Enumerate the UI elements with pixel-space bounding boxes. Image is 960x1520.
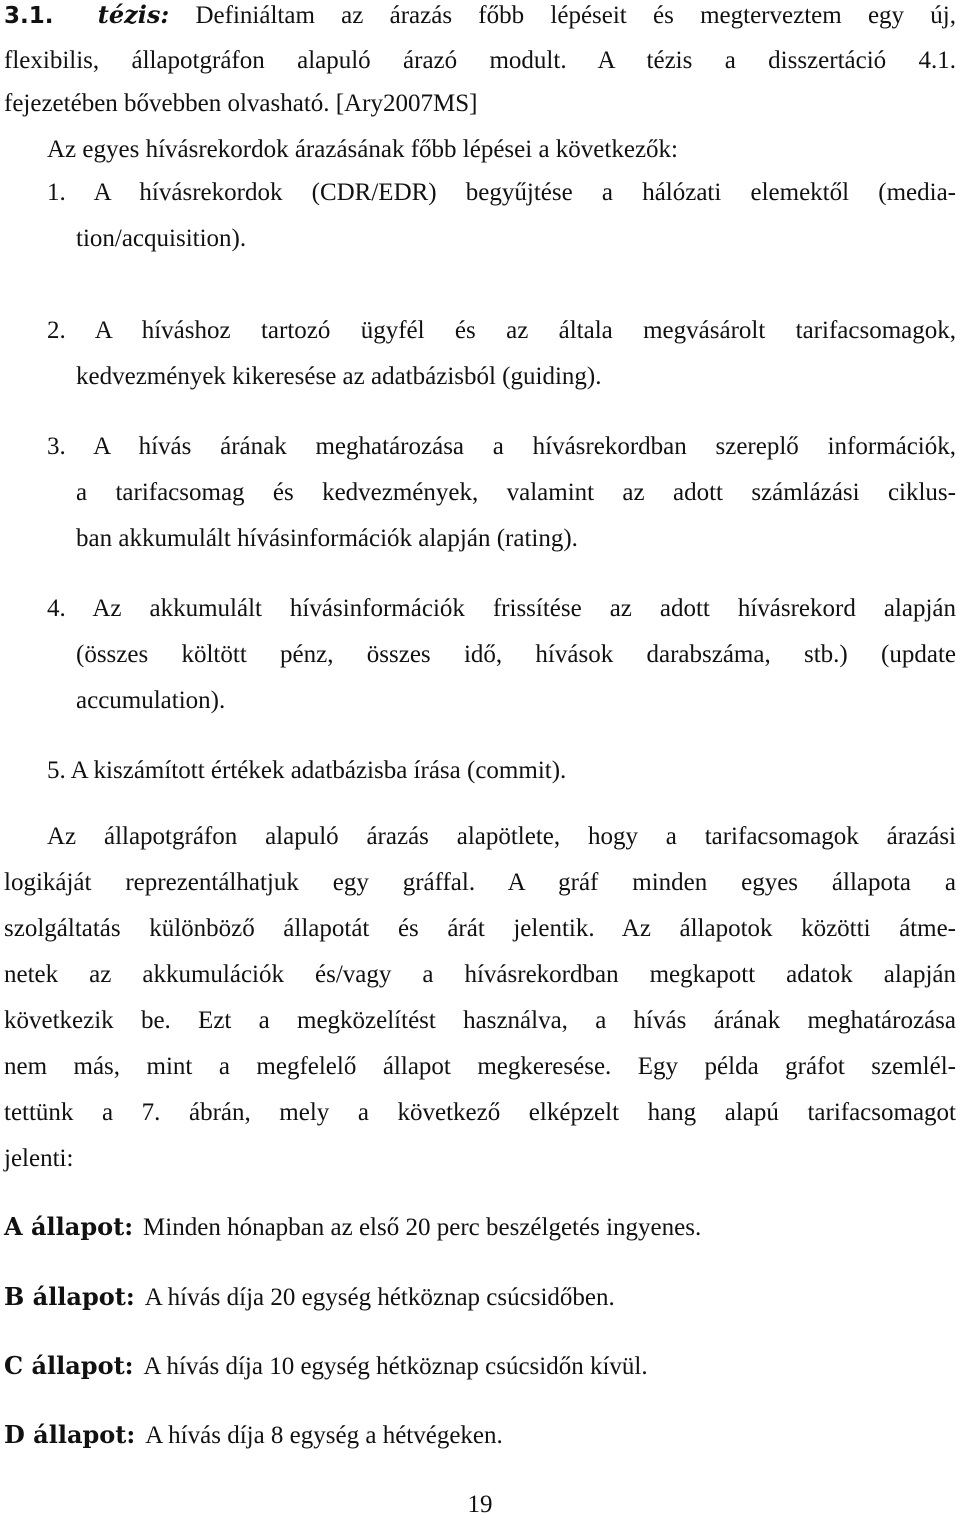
step-1-text-1: A hívásrekordok (CDR/EDR) begyűjtése a hálózati elemektől (media- [93,179,956,206]
state-c-text: A hívás díja 10 egység hétköznap csúcsidőn kívül. [143,1353,648,1380]
thesis-label: tézis: [97,0,170,29]
step-2-line-1 [47,316,956,346]
step-2-text-1: A híváshoz tartozó ügyfél és az általa megvásárolt tarifacsomagok, [94,317,956,344]
state-d-text: A hívás díja 8 egység a hétvégeken. [145,1422,503,1449]
step-3-text-1: A hívás árának meghatározása a hívásrekordban szereplő információk, [93,433,956,460]
step-5-number: 5. [47,757,66,784]
step-3-line-3: ban akkumulált hívásinformációk alapján (rating). [76,525,578,552]
step-4-text-1: Az akkumulált hívásinformációk frissítése az adott hívásrekord alapján [92,595,957,622]
paragraph-line-7: tettünk a 7. ábrán, mely a következő elképzelt hang alapú tarifacsomagot [4,1099,956,1126]
step-3-line-1 [47,432,956,462]
state-d [4,1419,503,1451]
state-b-text: A hívás díja 20 egység hétköznap csúcsidőben. [144,1284,615,1311]
step-4-line-2: (összes költött pénz, összes idő, hívások darabszáma, stb.) (update [76,641,956,668]
state-c-label: C állapot: [4,1351,134,1380]
step-5-line-1 [47,756,566,786]
thesis-line-1 [4,0,956,30]
state-b [4,1281,615,1313]
thesis-line-3: fejezetében bővebben olvasható. [Ary2007MS] [4,90,478,117]
step-1-line-1 [47,178,956,208]
step-3-line-2: a tarifacsomag és kedvezmények, valamint az adott számlázási ciklus- [76,479,956,506]
thesis-number: 3.1. [4,3,54,29]
state-a-label: A állapot: [4,1212,134,1241]
step-4-number: 4. [47,595,66,622]
state-c [4,1350,648,1382]
steps-intro: Az egyes hívásrekordok árazásának főbb lépései a következők: [47,136,678,163]
step-2-line-2: kedvezmények kikeresése az adatbázisból (guiding). [76,363,602,390]
state-a-text: Minden hónapban az első 20 perc beszélgetés ingyenes. [143,1214,702,1241]
paragraph-line-1: Az állapotgráfon alapuló árazás alapötlete, hogy a tarifacsomagok árazási [47,823,956,850]
state-a [4,1211,701,1243]
paragraph-line-3: szolgáltatás különböző állapotát és árát jelentik. Az állapotok közötti átme- [4,915,956,942]
state-b-label: B állapot: [4,1282,135,1311]
step-2-number: 2. [47,317,66,344]
page-number: 19 [467,1491,493,1518]
paragraph-line-6: nem más, mint a megfelelő állapot megkeresése. Egy példa gráfot szemlél- [4,1053,956,1080]
paragraph-line-5: következik be. Ezt a megközelítést használva, a hívás árának meghatározása [4,1007,956,1034]
paragraph-line-2: logikáját reprezentálhatjuk egy gráffal. A gráf minden egyes állapota a [4,869,956,896]
step-5-text-1: A kiszámított értékek adatbázisba írása (commit). [70,757,567,784]
thesis-line-2: flexibilis, állapotgráfon alapuló árazó modult. A tézis a disszertáció 4.1. [4,47,956,74]
step-4-line-3: accumulation). [76,687,226,714]
paragraph-line-4: netek az akkumulációk és/vagy a hívásrekordban megkapott adatok alapján [4,961,956,988]
thesis-text-1: Definiáltam az árazás főbb lépéseit és megterveztem egy új, [195,2,957,29]
step-1-line-2: tion/acquisition). [76,225,247,252]
step-4-line-1 [47,594,956,624]
step-1-number: 1. [47,179,66,206]
paragraph-line-8: jelenti: [4,1145,74,1172]
step-3-number: 3. [47,433,66,460]
state-d-label: D állapot: [4,1420,136,1449]
